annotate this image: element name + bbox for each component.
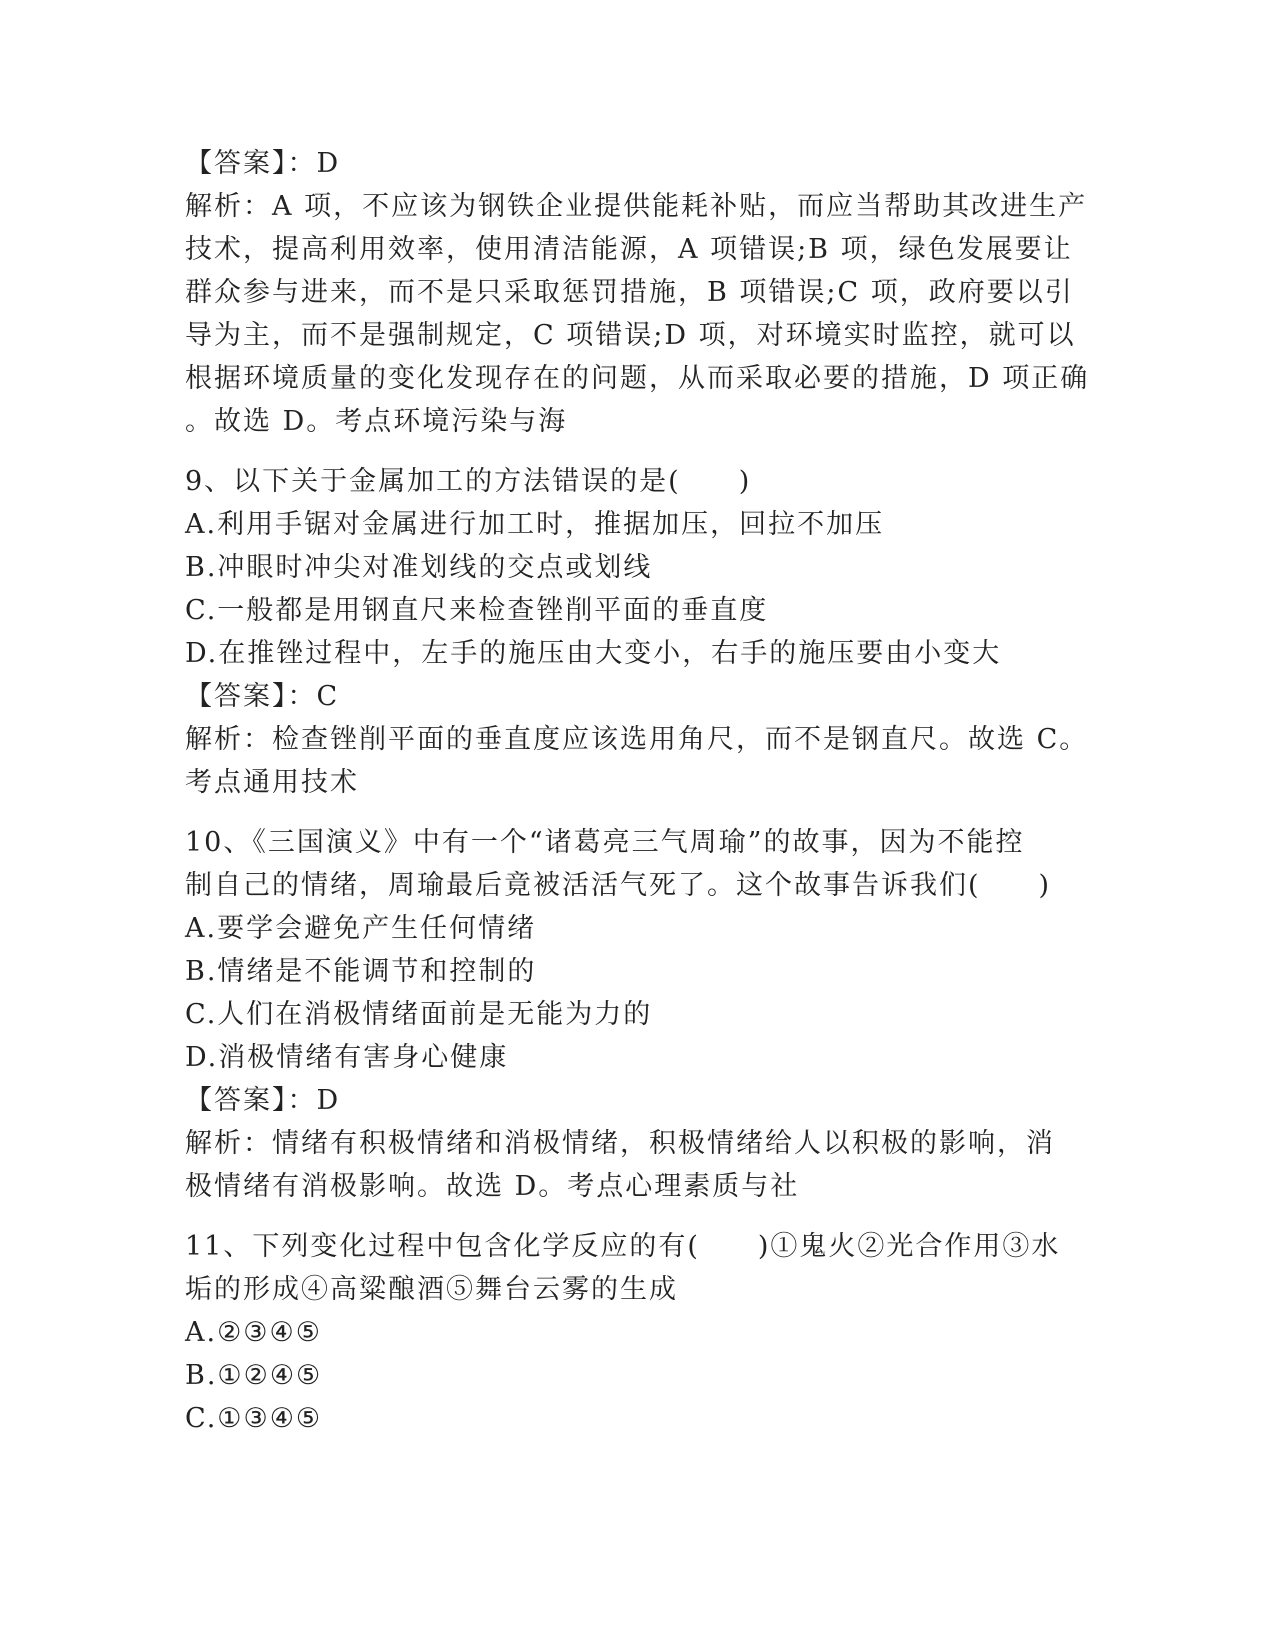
- question-8-block: [185, 142, 1090, 443]
- question-text: 9、以下关于金属加工的方法错误的是( ): [185, 466, 752, 497]
- spacer: [185, 804, 1090, 821]
- question-10-block: [185, 821, 1090, 1208]
- question-text: 垢的形成④高粱酿酒⑤舞台云雾的生成: [185, 1274, 678, 1305]
- answer-line: 【答案】：D: [185, 1085, 341, 1116]
- explanation-line: 。故选 D。考点环境污染与海: [185, 406, 568, 437]
- spacer: [185, 1208, 1090, 1225]
- explanation-line: 解析：情绪有积极情绪和消极情绪，积极情绪给人以积极的影响，消: [185, 1128, 1055, 1159]
- explanation-line: 群众参与进来，而不是只采取惩罚措施，B 项错误;C 项，政府要以引: [185, 277, 1074, 308]
- question-9-block: [185, 460, 1090, 804]
- question-11-block: [185, 1225, 1090, 1440]
- option-b: B.①②④⑤: [185, 1360, 323, 1391]
- question-text: 10、《三国演义》中有一个“诸葛亮三气周瑜”的故事，因为不能控: [185, 827, 1025, 858]
- option-c: C.一般都是用钢直尺来检查锉削平面的垂直度: [185, 595, 769, 626]
- option-c: C.①③④⑤: [185, 1403, 323, 1434]
- option-b: B.冲眼时冲尖对准划线的交点或划线: [185, 552, 653, 583]
- explanation-line: 解析：检查锉削平面的垂直度应该选用角尺，而不是钢直尺。故选 C。: [185, 724, 1089, 755]
- spacer: [185, 443, 1090, 460]
- explanation-line: 极情绪有消极影响。故选 D。考点心理素质与社: [185, 1171, 800, 1202]
- explanation-line: 导为主，而不是强制规定，C 项错误;D 项，对环境实时监控，就可以: [185, 320, 1076, 351]
- question-text: 11、下列变化过程中包含化学反应的有( )①鬼火②光合作用③水: [185, 1231, 1061, 1262]
- option-a: A.利用手锯对金属进行加工时，推据加压，回拉不加压: [185, 509, 885, 540]
- explanation-line: 技术，提高利用效率，使用清洁能源，A 项错误;B 项，绿色发展要让: [185, 234, 1073, 265]
- document-page: [185, 142, 1090, 1440]
- option-c: C.人们在消极情绪面前是无能为力的: [185, 999, 653, 1030]
- explanation-line: 考点通用技术: [185, 767, 359, 798]
- question-text: 制自己的情绪，周瑜最后竟被活活气死了。这个故事告诉我们( ): [185, 870, 1052, 901]
- option-a: A.②③④⑤: [185, 1317, 322, 1348]
- option-d: D.消极情绪有害身心健康: [185, 1042, 509, 1073]
- answer-line: 【答案】：C: [185, 681, 340, 712]
- option-b: B.情绪是不能调节和控制的: [185, 956, 537, 987]
- explanation-line: 解析：A 项，不应该为钢铁企业提供能耗补贴，而应当帮助其改进生产: [185, 191, 1088, 222]
- explanation-line: 根据环境质量的变化发现存在的问题，从而采取必要的措施，D 项正确: [185, 363, 1090, 394]
- option-a: A.要学会避免产生任何情绪: [185, 913, 537, 944]
- answer-line: 【答案】：D: [185, 148, 341, 179]
- option-d: D.在推锉过程中，左手的施压由大变小，右手的施压要由小变大: [185, 638, 1002, 669]
